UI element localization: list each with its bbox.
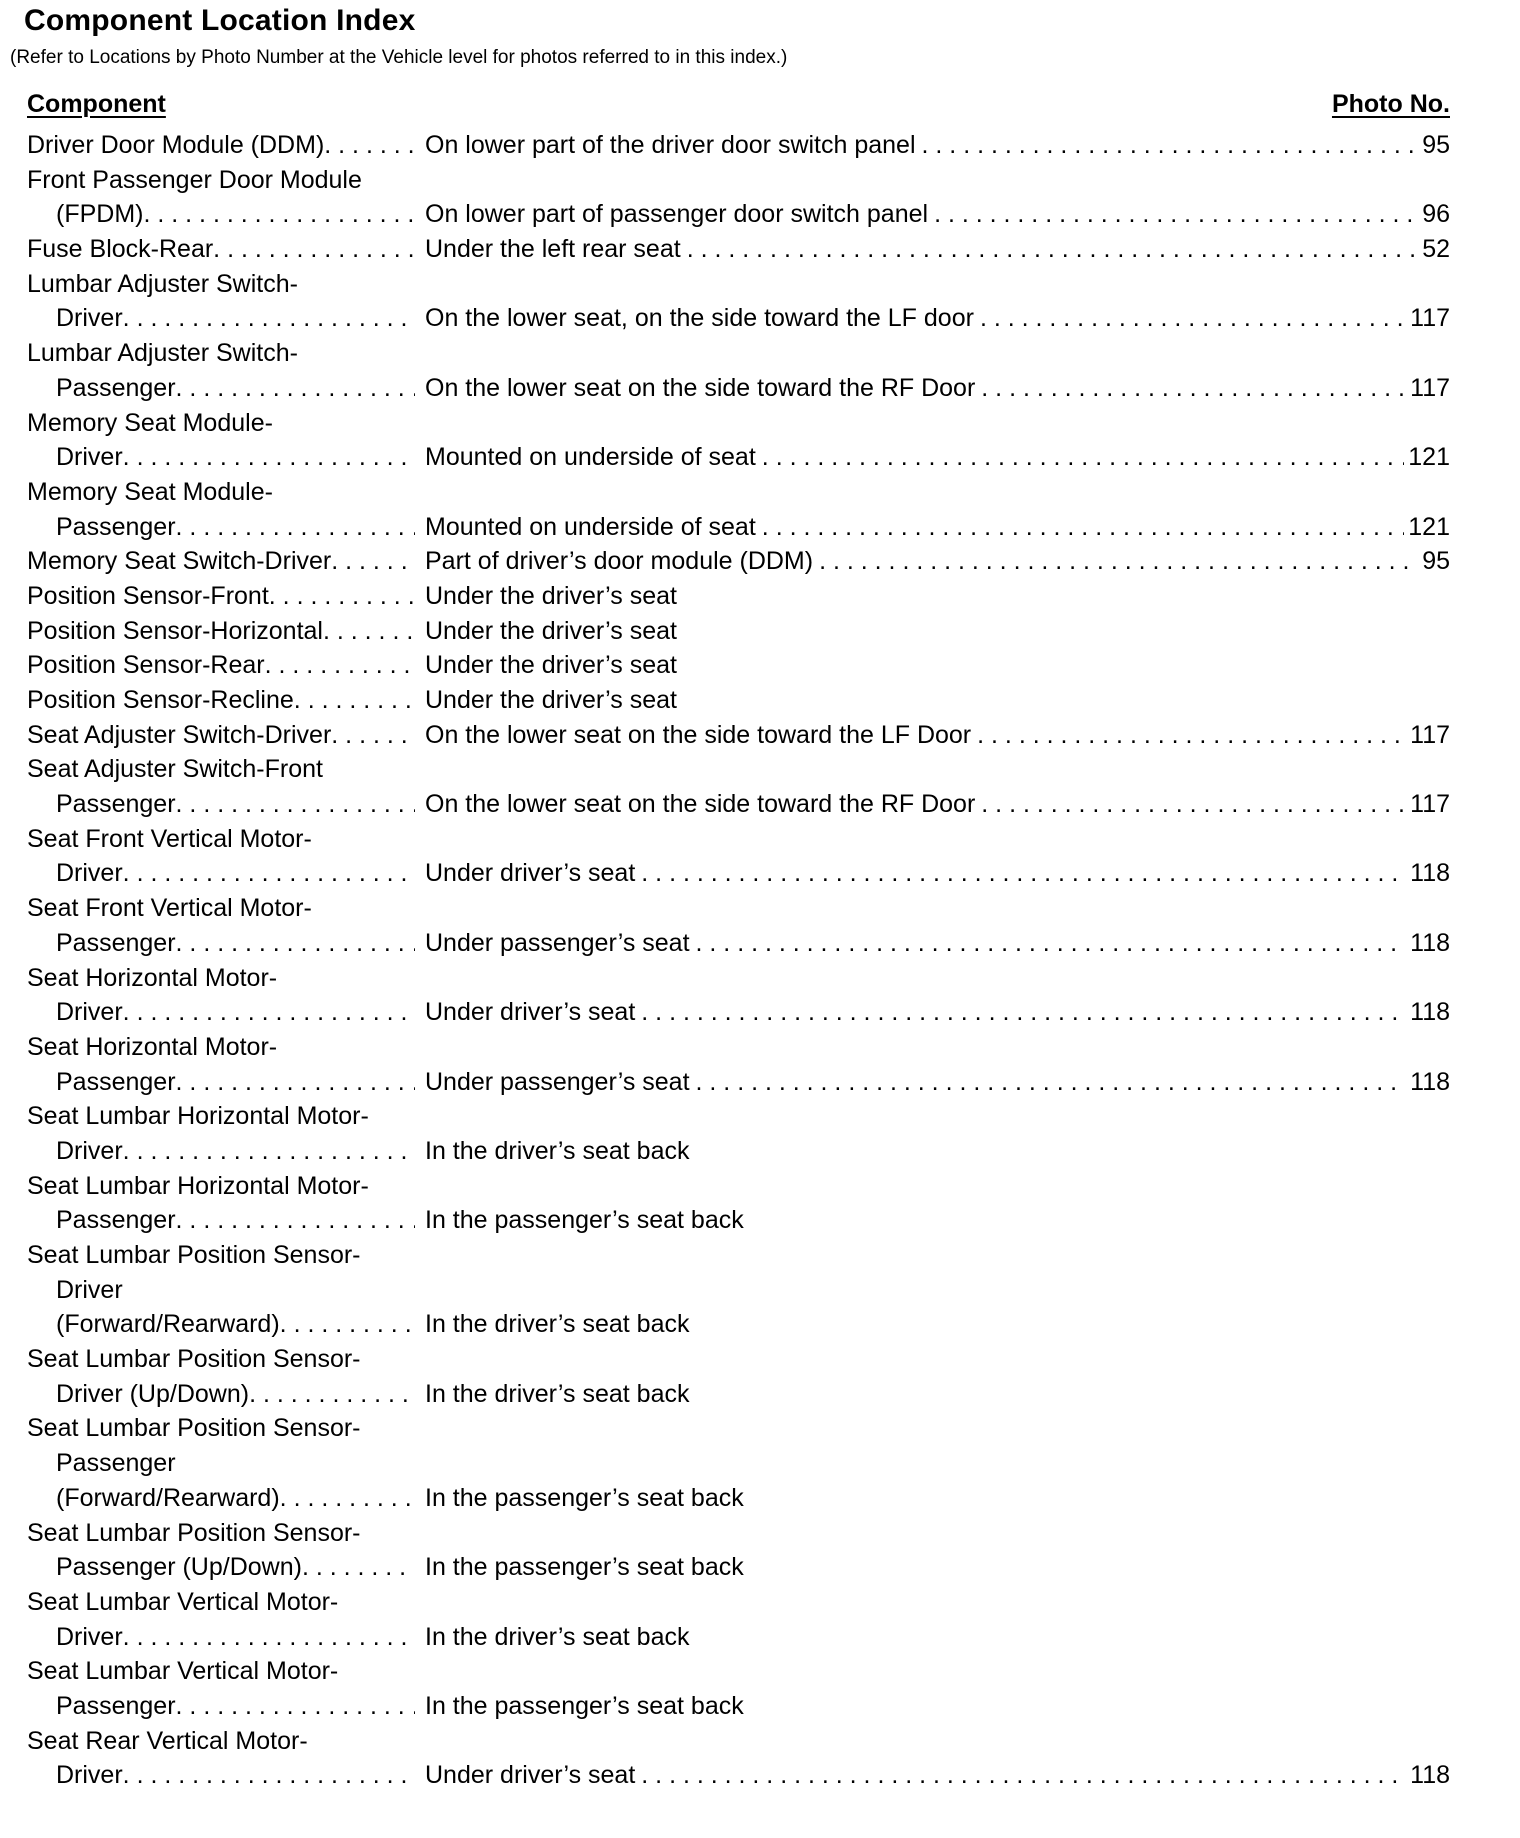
component-cell xyxy=(56,440,415,475)
component-name: (FPDM) xyxy=(56,200,144,229)
index-row xyxy=(0,1030,1520,1065)
dot-leader xyxy=(176,1065,415,1100)
photo-number: 118 xyxy=(1410,859,1450,888)
component-cell xyxy=(56,1550,415,1585)
index-row xyxy=(0,371,1520,406)
index-row xyxy=(0,406,1520,441)
dot-leader xyxy=(756,440,1404,475)
location-text: On lower part of the driver door switch panel xyxy=(425,131,916,159)
component-name: Seat Adjuster Switch-Front xyxy=(27,755,323,784)
location-text: Under driver’s seat xyxy=(425,1761,636,1790)
component-name: Driver xyxy=(56,859,123,888)
location-cell xyxy=(425,683,1450,718)
location-text: In the passenger’s seat back xyxy=(425,1483,744,1512)
dot-leader xyxy=(928,197,1418,232)
photo-number: 117 xyxy=(1410,720,1450,749)
location-cell xyxy=(425,371,1450,406)
component-name: Driver xyxy=(56,1275,123,1304)
dot-leader xyxy=(635,856,1406,891)
index-row xyxy=(0,614,1520,649)
location-cell xyxy=(425,544,1450,579)
component-cell xyxy=(56,1446,415,1481)
index-row xyxy=(0,1342,1520,1377)
photo-number: 96 xyxy=(1422,200,1450,229)
component-cell xyxy=(27,718,415,753)
component-cell xyxy=(27,822,415,857)
location-cell xyxy=(425,301,1450,336)
index-row xyxy=(0,1446,1520,1481)
location-text: On the lower seat, on the side toward the LF door xyxy=(425,304,974,333)
index-row xyxy=(0,891,1520,926)
index-row xyxy=(0,1307,1520,1342)
component-cell xyxy=(56,1273,415,1308)
dot-leader xyxy=(123,1620,415,1655)
component-cell xyxy=(27,1585,415,1620)
component-cell xyxy=(56,1134,415,1169)
index-row xyxy=(0,1377,1520,1412)
location-text: In the passenger’s seat back xyxy=(425,1206,744,1235)
location-text: Under driver’s seat xyxy=(425,859,636,888)
location-cell xyxy=(425,1550,1450,1585)
photo-number: 118 xyxy=(1410,1761,1450,1790)
location-text: Under the left rear seat xyxy=(425,235,681,264)
component-name: Driver xyxy=(56,443,123,472)
index-row xyxy=(0,926,1520,961)
location-cell xyxy=(425,648,1450,683)
component-cell xyxy=(27,1030,415,1065)
component-name: Position Sensor-Recline xyxy=(27,686,294,714)
dot-leader xyxy=(294,683,415,718)
location-text: Part of driver’s door module (DDM) xyxy=(425,547,814,576)
index-row xyxy=(0,128,1520,163)
component-name: Passenger xyxy=(56,1206,176,1235)
index-row xyxy=(0,1238,1520,1273)
dot-leader xyxy=(176,1689,415,1724)
index-row xyxy=(0,440,1520,475)
component-name: Driver xyxy=(56,1761,123,1790)
dot-leader xyxy=(302,1550,415,1585)
component-cell xyxy=(56,1065,415,1100)
location-text: In the driver’s seat back xyxy=(425,1622,690,1651)
location-cell xyxy=(425,1620,1450,1655)
index-row xyxy=(0,752,1520,787)
component-index-list xyxy=(0,128,1520,1793)
location-text: On the lower seat on the side toward the RF Door xyxy=(425,373,976,402)
location-cell xyxy=(425,197,1450,232)
index-row xyxy=(0,1065,1520,1100)
page-subtitle: (Refer to Locations by Photo Number at the Vehicle level for photos referred to in this index.) xyxy=(10,47,788,68)
location-cell xyxy=(425,787,1450,822)
location-text: Under passenger’s seat xyxy=(425,1067,690,1096)
component-name: (Forward/Rearward) xyxy=(56,1310,280,1339)
component-cell xyxy=(27,232,415,267)
index-row xyxy=(0,683,1520,718)
component-cell xyxy=(27,406,415,441)
location-text: Mounted on underside of seat xyxy=(425,512,756,541)
location-text: On lower part of passenger door switch panel xyxy=(425,200,929,229)
photo-number: 95 xyxy=(1422,131,1450,159)
index-row xyxy=(0,1585,1520,1620)
component-cell xyxy=(27,163,415,198)
location-text: Under passenger’s seat xyxy=(425,928,690,957)
component-name: Lumbar Adjuster Switch- xyxy=(27,269,298,298)
location-text: On the lower seat on the side toward the LF Door xyxy=(425,720,972,749)
index-row xyxy=(0,579,1520,614)
component-name: Passenger xyxy=(56,928,176,957)
index-row xyxy=(0,961,1520,996)
dot-leader xyxy=(975,787,1406,822)
location-text: Under the driver’s seat xyxy=(425,651,677,680)
component-name: Seat Lumbar Horizontal Motor- xyxy=(27,1102,369,1131)
location-cell xyxy=(425,232,1450,267)
component-cell xyxy=(27,1411,415,1446)
index-row xyxy=(0,1724,1520,1759)
component-cell xyxy=(56,1689,415,1724)
photo-number: 118 xyxy=(1410,928,1450,957)
component-name: Driver xyxy=(56,1622,123,1651)
component-name: Seat Adjuster Switch-Driver xyxy=(27,720,332,749)
component-cell xyxy=(56,510,415,545)
page-title: Component Location Index xyxy=(24,4,416,37)
component-name: Seat Lumbar Position Sensor- xyxy=(27,1518,361,1547)
photo-number: 117 xyxy=(1410,373,1450,402)
component-cell xyxy=(56,856,415,891)
location-text: In the passenger’s seat back xyxy=(425,1553,744,1582)
index-row xyxy=(0,544,1520,579)
component-name: Seat Horizontal Motor- xyxy=(27,963,278,992)
dot-leader xyxy=(280,1481,415,1516)
component-cell xyxy=(56,1758,415,1793)
component-cell xyxy=(56,1307,415,1342)
index-row xyxy=(0,1169,1520,1204)
dot-leader xyxy=(756,510,1404,545)
dot-leader xyxy=(249,1377,415,1412)
component-cell xyxy=(27,961,415,996)
component-cell xyxy=(56,1481,415,1516)
dot-leader xyxy=(123,301,415,336)
photo-number: 118 xyxy=(1410,998,1450,1027)
location-cell xyxy=(425,1203,1450,1238)
dot-leader xyxy=(176,371,415,406)
component-cell xyxy=(56,995,415,1030)
component-name: Position Sensor-Rear xyxy=(27,651,265,680)
component-name: Fuse Block-Rear xyxy=(27,235,214,264)
dot-leader xyxy=(813,544,1418,579)
component-cell xyxy=(27,128,415,163)
component-name: Position Sensor-Front xyxy=(27,581,269,610)
location-cell xyxy=(425,1134,1450,1169)
dot-leader xyxy=(690,1065,1407,1100)
location-cell xyxy=(425,1481,1450,1516)
location-cell xyxy=(425,1307,1450,1342)
component-name: Passenger xyxy=(56,1449,176,1478)
index-row xyxy=(0,1516,1520,1551)
component-cell xyxy=(27,683,415,718)
index-row xyxy=(0,1099,1520,1134)
index-row xyxy=(0,1273,1520,1308)
location-cell xyxy=(425,614,1450,649)
location-cell xyxy=(425,718,1450,753)
component-cell xyxy=(27,1342,415,1377)
location-text: Under the driver’s seat xyxy=(425,616,677,645)
dot-leader xyxy=(213,232,415,267)
dot-leader xyxy=(176,510,415,545)
dot-leader xyxy=(324,128,415,163)
component-column-header: Component xyxy=(27,90,166,118)
photo-number: 121 xyxy=(1408,443,1450,472)
component-name: Seat Lumbar Horizontal Motor- xyxy=(27,1171,369,1200)
index-row xyxy=(0,1620,1520,1655)
dot-leader xyxy=(690,926,1407,961)
dot-leader xyxy=(635,1758,1406,1793)
dot-leader xyxy=(681,232,1418,267)
component-cell xyxy=(27,752,415,787)
index-row xyxy=(0,822,1520,857)
dot-leader xyxy=(123,856,415,891)
component-name: Driver xyxy=(56,304,123,333)
component-name: Seat Lumbar Position Sensor- xyxy=(27,1241,361,1269)
component-cell xyxy=(56,197,415,232)
component-cell xyxy=(56,926,415,961)
photo-column-header: Photo No. xyxy=(1331,90,1450,118)
component-cell xyxy=(56,1377,415,1412)
location-cell xyxy=(425,995,1450,1030)
component-cell xyxy=(27,1169,415,1204)
component-name: Front Passenger Door Module xyxy=(27,165,362,194)
dot-leader xyxy=(323,614,415,649)
component-cell xyxy=(27,544,415,579)
component-cell xyxy=(27,1724,415,1759)
component-name: Seat Front Vertical Motor- xyxy=(27,894,312,923)
index-row xyxy=(0,475,1520,510)
dot-leader xyxy=(123,440,415,475)
component-name: Seat Front Vertical Motor- xyxy=(27,824,312,853)
location-text: On the lower seat on the side toward the RF Door xyxy=(425,790,976,819)
location-text: Mounted on underside of seat xyxy=(425,443,756,472)
dot-leader xyxy=(635,995,1406,1030)
component-name: Memory Seat Module- xyxy=(27,477,273,506)
dot-leader xyxy=(123,995,415,1030)
dot-leader xyxy=(176,1203,415,1238)
component-name: Passenger xyxy=(56,1691,176,1720)
index-row xyxy=(0,1758,1520,1793)
photo-number: 121 xyxy=(1408,512,1450,541)
photo-number: 118 xyxy=(1410,1067,1450,1096)
index-row xyxy=(0,267,1520,302)
component-name: (Forward/Rearward) xyxy=(56,1483,280,1512)
dot-leader xyxy=(280,1307,415,1342)
component-name: Driver xyxy=(56,1136,123,1165)
component-name: Seat Lumbar Vertical Motor- xyxy=(27,1657,339,1686)
component-cell xyxy=(56,371,415,406)
location-text: Under the driver’s seat xyxy=(425,686,677,714)
component-name: Driver xyxy=(56,998,123,1027)
location-text: In the driver’s seat back xyxy=(425,1136,690,1165)
component-name: Passenger xyxy=(56,1067,176,1096)
component-cell xyxy=(27,1238,415,1273)
location-cell xyxy=(425,1377,1450,1412)
index-row xyxy=(0,718,1520,753)
dot-leader xyxy=(176,926,415,961)
component-cell xyxy=(27,579,415,614)
component-name: Seat Horizontal Motor- xyxy=(27,1032,278,1061)
index-row xyxy=(0,648,1520,683)
location-text: In the driver’s seat back xyxy=(425,1310,690,1339)
location-cell xyxy=(425,510,1450,545)
location-text: In the driver’s seat back xyxy=(425,1379,690,1408)
dot-leader xyxy=(176,787,415,822)
index-row xyxy=(0,163,1520,198)
location-cell xyxy=(425,128,1450,163)
component-name: Seat Lumbar Vertical Motor- xyxy=(27,1587,339,1616)
component-cell xyxy=(27,1516,415,1551)
component-name: Driver (Up/Down) xyxy=(56,1379,250,1408)
location-cell xyxy=(425,1758,1450,1793)
index-row xyxy=(0,856,1520,891)
component-name: Lumbar Adjuster Switch- xyxy=(27,339,298,368)
component-name: Memory Seat Switch-Driver xyxy=(27,547,332,576)
dot-leader xyxy=(123,1134,415,1169)
index-row xyxy=(0,197,1520,232)
index-row xyxy=(0,1654,1520,1689)
photo-number: 52 xyxy=(1422,235,1450,264)
dot-leader xyxy=(143,197,415,232)
location-cell xyxy=(425,579,1450,614)
dot-leader xyxy=(971,718,1406,753)
location-text: Under driver’s seat xyxy=(425,998,636,1027)
component-name: Seat Rear Vertical Motor- xyxy=(27,1726,308,1755)
location-cell xyxy=(425,1065,1450,1100)
index-row xyxy=(0,336,1520,371)
index-row xyxy=(0,995,1520,1030)
location-text: Under the driver’s seat xyxy=(425,581,677,610)
index-row xyxy=(0,787,1520,822)
dot-leader xyxy=(331,718,415,753)
photo-number: 117 xyxy=(1410,790,1450,819)
dot-leader xyxy=(269,579,415,614)
location-cell xyxy=(425,856,1450,891)
index-row xyxy=(0,510,1520,545)
location-cell xyxy=(425,926,1450,961)
component-name: Passenger xyxy=(56,373,176,402)
location-text: In the passenger’s seat back xyxy=(425,1691,744,1720)
dot-leader xyxy=(123,1758,415,1793)
component-cell xyxy=(27,1654,415,1689)
index-row xyxy=(0,1550,1520,1585)
component-name: Memory Seat Module- xyxy=(27,408,273,437)
dot-leader xyxy=(916,128,1419,163)
component-cell xyxy=(27,1099,415,1134)
component-name: Passenger xyxy=(56,512,176,541)
dot-leader xyxy=(265,648,415,683)
component-cell xyxy=(27,648,415,683)
index-row xyxy=(0,232,1520,267)
index-row xyxy=(0,1411,1520,1446)
component-cell xyxy=(27,267,415,302)
location-cell xyxy=(425,1689,1450,1724)
component-name: Passenger (Up/Down) xyxy=(56,1553,302,1582)
dot-leader xyxy=(974,301,1406,336)
component-cell xyxy=(27,614,415,649)
component-cell xyxy=(27,336,415,371)
component-name: Seat Lumbar Position Sensor- xyxy=(27,1345,361,1374)
component-cell xyxy=(56,1203,415,1238)
photo-number: 117 xyxy=(1410,304,1450,333)
index-row xyxy=(0,1481,1520,1516)
component-cell xyxy=(27,891,415,926)
component-cell xyxy=(56,787,415,822)
component-cell xyxy=(56,1620,415,1655)
index-row xyxy=(0,1134,1520,1169)
component-name: Seat Lumbar Position Sensor- xyxy=(27,1414,361,1443)
component-name: Passenger xyxy=(56,790,176,819)
index-row xyxy=(0,1689,1520,1724)
dot-leader xyxy=(331,544,415,579)
component-name: Position Sensor-Horizontal xyxy=(27,616,323,645)
index-row xyxy=(0,1203,1520,1238)
component-cell xyxy=(56,301,415,336)
location-cell xyxy=(425,440,1450,475)
dot-leader xyxy=(975,371,1406,406)
component-name: Driver Door Module (DDM) xyxy=(27,131,325,159)
index-row xyxy=(0,301,1520,336)
photo-number: 95 xyxy=(1422,547,1450,576)
component-cell xyxy=(27,475,415,510)
